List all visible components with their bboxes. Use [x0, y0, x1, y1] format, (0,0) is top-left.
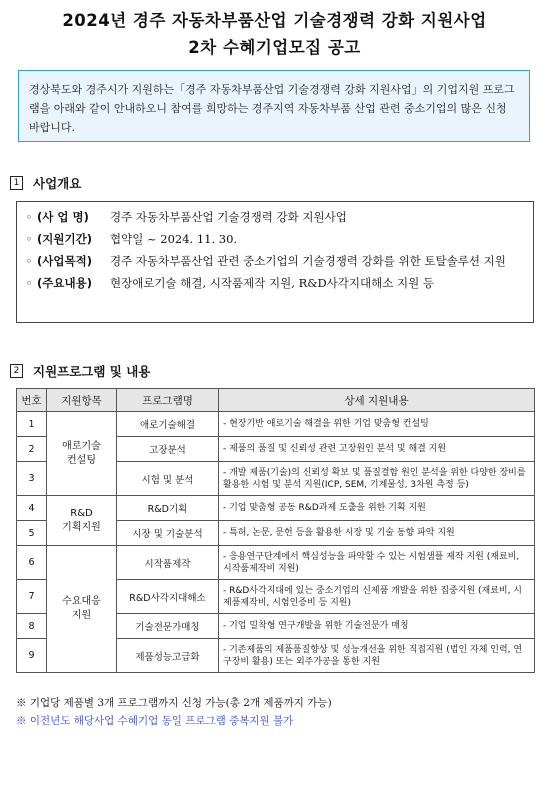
cell-program: 기술전문가매칭	[117, 614, 219, 639]
note-application-limit: ※ 기업당 제품별 3개 프로그램까지 신청 가능(총 2개 제품까지 가능)	[16, 697, 332, 709]
cell-no: 1	[17, 412, 47, 437]
table-row	[17, 412, 535, 437]
overview-box	[16, 201, 534, 323]
program-table	[16, 388, 535, 673]
section-title: 사업개요	[33, 176, 82, 191]
notes	[16, 694, 332, 730]
cell-detail: - 응용연구단계에서 핵심성능을 파악할 수 있는 시험샘플 제작 지원 (재료비, 시작품제작비 지원)	[219, 546, 535, 580]
table-row	[17, 496, 535, 521]
page-title-line1: 2024년 경주 자동차부품산업 기술경쟁력 강화 지원사업	[62, 11, 487, 30]
cell-category: 애로기술 컨설팅	[47, 412, 117, 496]
cell-detail: - R&D사각지대에 있는 중소기업의 신제품 개발을 위한 집중지원 (재료비, 시제품제작비, 시험인증비 등 지원)	[219, 580, 535, 614]
cell-category: R&D 기획지원	[47, 496, 117, 546]
cell-no: 7	[17, 580, 47, 614]
overview-row	[21, 228, 533, 250]
cell-program: 고장분석	[117, 437, 219, 462]
cell-program: 제품성능고급화	[117, 639, 219, 673]
cell-detail: - 현장기반 애로기술 해결을 위한 기업 맞춤형 컨설팅	[219, 412, 535, 437]
table-header-row	[17, 389, 535, 412]
cell-program: 시험 및 분석	[117, 462, 219, 496]
overview-row	[21, 272, 533, 294]
section-heading-overview	[10, 174, 81, 192]
section-number: 1	[10, 176, 23, 190]
section-title: 지원프로그램 및 내용	[33, 364, 151, 379]
cell-no: 9	[17, 639, 47, 673]
overview-value: 협약일 ~ 2024. 11. 30.	[110, 232, 238, 246]
note-duplicate-restriction: ※ 이전년도 해당사업 수혜기업 동일 프로그램 중복지원 불가	[16, 715, 294, 727]
overview-row	[21, 206, 533, 228]
overview-label: (주요내용)	[37, 276, 92, 290]
section-number: 2	[10, 364, 23, 378]
cell-no: 5	[17, 521, 47, 546]
cell-detail: - 제품의 품질 및 신뢰성 관련 고장원인 분석 및 해결 지원	[219, 437, 535, 462]
header-program: 프로그램명	[117, 389, 219, 412]
bullet: ◦	[25, 232, 33, 246]
cell-detail: - 특허, 논문, 문헌 등을 활용한 시장 및 기술 동향 파악 지원	[219, 521, 535, 546]
cell-detail: - 기업 맞춤형 공동 R&D과제 도출을 위한 기획 지원	[219, 496, 535, 521]
overview-row	[21, 250, 533, 272]
cell-category: 수요대응 지원	[47, 546, 117, 673]
table-row	[17, 546, 535, 580]
section-heading-programs	[10, 362, 150, 380]
bullet: ◦	[25, 276, 33, 290]
cell-detail: - 기존제품의 제품품질향상 및 성능개선을 위한 직접지원 (법인 자체 인력, 연구장비 활용) 또는 외주가공을 통한 지원	[219, 639, 535, 673]
bullet: ◦	[25, 254, 33, 268]
overview-value: 경주 자동차부품산업 기술경쟁력 강화 지원사업	[110, 210, 347, 224]
header-detail: 상세 지원내용	[219, 389, 535, 412]
bullet: ◦	[25, 210, 33, 224]
cell-program: R&D기획	[117, 496, 219, 521]
overview-label: (사 업 명)	[37, 210, 89, 224]
cell-no: 2	[17, 437, 47, 462]
cell-detail: - 개발 제품(기술)의 신뢰성 확보 및 품질결함 원인 분석을 위한 다양한 장비를 활용한 시험 및 분석 지원(ICP, SEM, 기계물성, 3차원 측정 등)	[219, 462, 535, 496]
cell-program: 시장 및 기술분석	[117, 521, 219, 546]
cell-program: 시작품제작	[117, 546, 219, 580]
cell-no: 8	[17, 614, 47, 639]
header-category: 지원항목	[47, 389, 117, 412]
cell-program: 애로기술해결	[117, 412, 219, 437]
cell-program: R&D사각지대해소	[117, 580, 219, 614]
intro-text: 경상북도와 경주시가 지원하는「경주 자동차부품산업 기술경쟁력 강화 지원사업」의 기업지원 프로그램을 아래와 같이 안내하오니 참여를 희망하는 경주지역 자동차부품 산업 관련 중소기업의 많은 신청 바랍니다.	[29, 83, 515, 134]
cell-no: 4	[17, 496, 47, 521]
cell-no: 3	[17, 462, 47, 496]
overview-value: 경주 자동차부품산업 관련 중소기업의 기술경쟁력 강화를 위한 토탈솔루션 지원	[110, 254, 506, 268]
page-title-line2: 2차 수혜기업모집 공고	[188, 38, 361, 57]
overview-label: (지원기간)	[37, 232, 92, 246]
header-no: 번호	[17, 389, 47, 412]
cell-no: 6	[17, 546, 47, 580]
overview-label: (사업목적)	[37, 254, 92, 268]
intro-box	[18, 70, 530, 142]
overview-value: 현장애로기술 해결, 시작품제작 지원, R&D사각지대해소 지원 등	[110, 276, 434, 290]
cell-detail: - 기업 밀착형 연구개발을 위한 기술전문가 매칭	[219, 614, 535, 639]
